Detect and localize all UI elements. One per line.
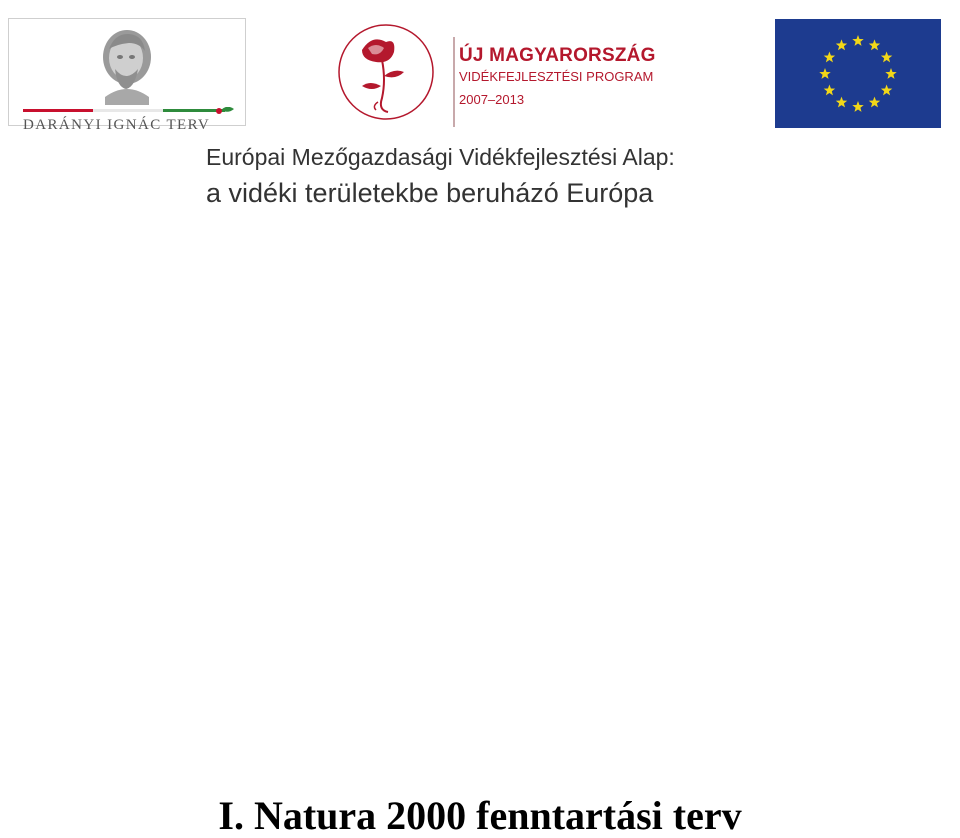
uj-magyarorszag-subtitle: VIDÉKFEJLESZTÉSI PROGRAM [459,69,654,84]
darany-logo-text: DARÁNYI IGNÁC TERV [23,117,211,133]
fund-caption-line2: a vidéki területekbe beruházó Európa [206,178,654,208]
rose-emblem-icon [332,20,444,120]
logo-divider [453,37,455,127]
eu-flag-icon [775,19,941,128]
uj-magyarorszag-years: 2007–2013 [459,92,525,107]
uj-magyarorszag-title: ÚJ MAGYARORSZÁG [459,45,656,66]
portrait-icon [95,27,159,105]
uj-magyarorszag-logo [332,20,712,120]
darany-ignac-terv-logo [8,18,246,133]
fund-caption-line1: Európai Mezőgazdasági Vidékfejlesztési Alap: [206,144,675,170]
document-title: I. Natura 2000 fenntartási terv [218,793,742,838]
